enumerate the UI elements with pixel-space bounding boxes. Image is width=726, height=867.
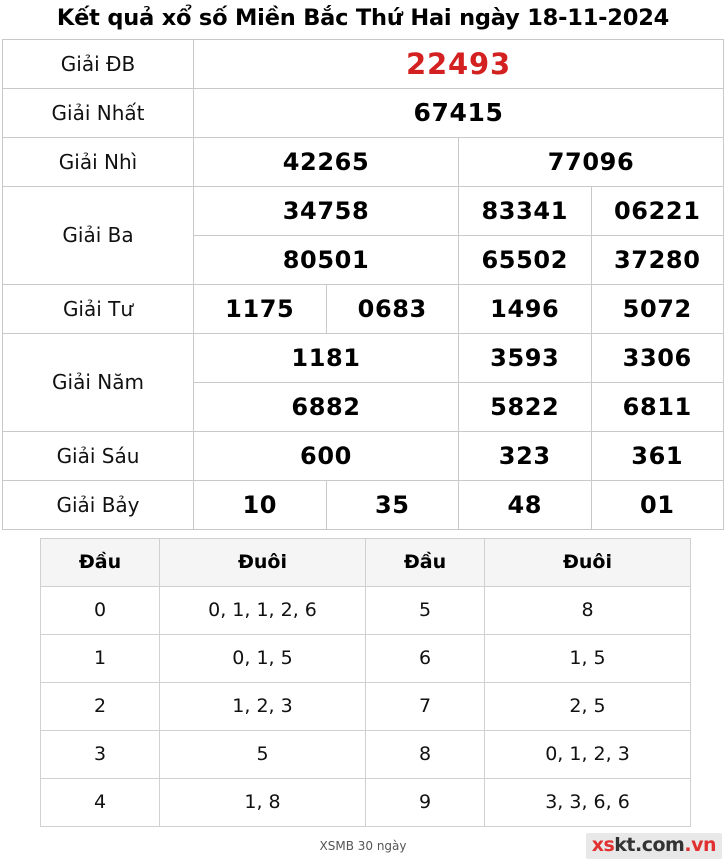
cell-duoi-left: 5 [160,730,366,778]
prize-value-g5-4: 5822 [459,382,592,431]
prize-value-g2-1: 77096 [459,137,724,186]
watermark-vn: .vn [684,833,716,856]
prize-value-g1-0: 67415 [194,88,724,137]
prize-label-g5: Giải Năm [3,333,194,431]
watermark-xs: xs [591,833,615,856]
cell-dau-right: 5 [366,586,485,634]
prize-value-g6-0: 600 [194,431,459,480]
cell-duoi-left: 0, 1, 1, 2, 6 [160,586,366,634]
table-row [41,778,691,826]
cell-duoi-left: 1, 2, 3 [160,682,366,730]
prize-value-g3-0: 34758 [194,186,459,235]
prize-value-g7-3: 01 [591,480,724,529]
watermark-com: com [641,833,685,856]
table-row-fourth [3,284,724,333]
cell-dau-left: 2 [41,682,160,730]
head-tail-header-row [41,538,691,586]
cell-dau-right: 8 [366,730,485,778]
prize-value-g4-1: 0683 [326,284,459,333]
prize-value-g5-2: 3306 [591,333,724,382]
prize-value-g6-2: 361 [591,431,724,480]
table-row [41,730,691,778]
table-row [41,634,691,682]
watermark-logo [586,833,722,859]
prize-value-g4-2: 1496 [459,284,592,333]
table-row-special [3,39,724,88]
prize-value-g7-1: 35 [326,480,459,529]
prize-value-g4-0: 1175 [194,284,327,333]
footer [0,833,726,867]
prize-value-g7-0: 10 [194,480,327,529]
prize-value-g3-5: 37280 [591,235,724,284]
prize-label-db: Giải ĐB [3,39,194,88]
prize-value-g4-3: 5072 [591,284,724,333]
prize-label-g4: Giải Tư [3,284,194,333]
prize-value-g6-1: 323 [459,431,592,480]
watermark-kt: kt [614,833,636,856]
cell-duoi-right: 2, 5 [485,682,691,730]
prize-value-g7-2: 48 [459,480,592,529]
prize-value-g3-4: 65502 [459,235,592,284]
cell-duoi-left: 1, 8 [160,778,366,826]
cell-duoi-right: 3, 3, 6, 6 [485,778,691,826]
cell-duoi-right: 0, 1, 2, 3 [485,730,691,778]
table-row-fifth-a [3,333,724,382]
table-row-third-a [3,186,724,235]
cell-dau-left: 3 [41,730,160,778]
cell-dau-right: 7 [366,682,485,730]
table-row [41,586,691,634]
prize-value-g3-3: 80501 [194,235,459,284]
table-row-second [3,137,724,186]
prize-label-g6: Giải Sáu [3,431,194,480]
cell-duoi-right: 8 [485,586,691,634]
prize-value-g3-2: 06221 [591,186,724,235]
head-tail-section [0,530,726,827]
prize-value-db-0: 22493 [194,39,724,88]
prize-value-g2-0: 42265 [194,137,459,186]
column-header-dau-right: Đầu [366,538,485,586]
cell-duoi-right: 1, 5 [485,634,691,682]
column-header-dau-left: Đầu [41,538,160,586]
table-row-first [3,88,724,137]
head-tail-table [40,538,691,827]
prize-label-g3: Giải Ba [3,186,194,284]
prize-value-g3-1: 83341 [459,186,592,235]
table-row [41,682,691,730]
prize-label-g2: Giải Nhì [3,137,194,186]
footer-caption: XSMB 30 ngày [319,838,407,853]
watermark-dot: . [635,833,642,856]
cell-dau-left: 1 [41,634,160,682]
column-header-duoi-left: Đuôi [160,538,366,586]
cell-dau-right: 9 [366,778,485,826]
cell-dau-right: 6 [366,634,485,682]
cell-dau-left: 4 [41,778,160,826]
prize-value-g5-5: 6811 [591,382,724,431]
prize-label-g7: Giải Bảy [3,480,194,529]
table-row-seventh [3,480,724,529]
cell-dau-left: 0 [41,586,160,634]
page-title: Kết quả xổ số Miền Bắc Thứ Hai ngày 18-11-2024 [56,5,670,31]
prize-value-g5-1: 3593 [459,333,592,382]
prize-value-g5-0: 1181 [194,333,459,382]
column-header-duoi-right: Đuôi [485,538,691,586]
table-row-sixth [3,431,724,480]
cell-duoi-left: 0, 1, 5 [160,634,366,682]
prize-label-g1: Giải Nhất [3,88,194,137]
results-table [2,39,724,530]
prize-value-g5-3: 6882 [194,382,459,431]
